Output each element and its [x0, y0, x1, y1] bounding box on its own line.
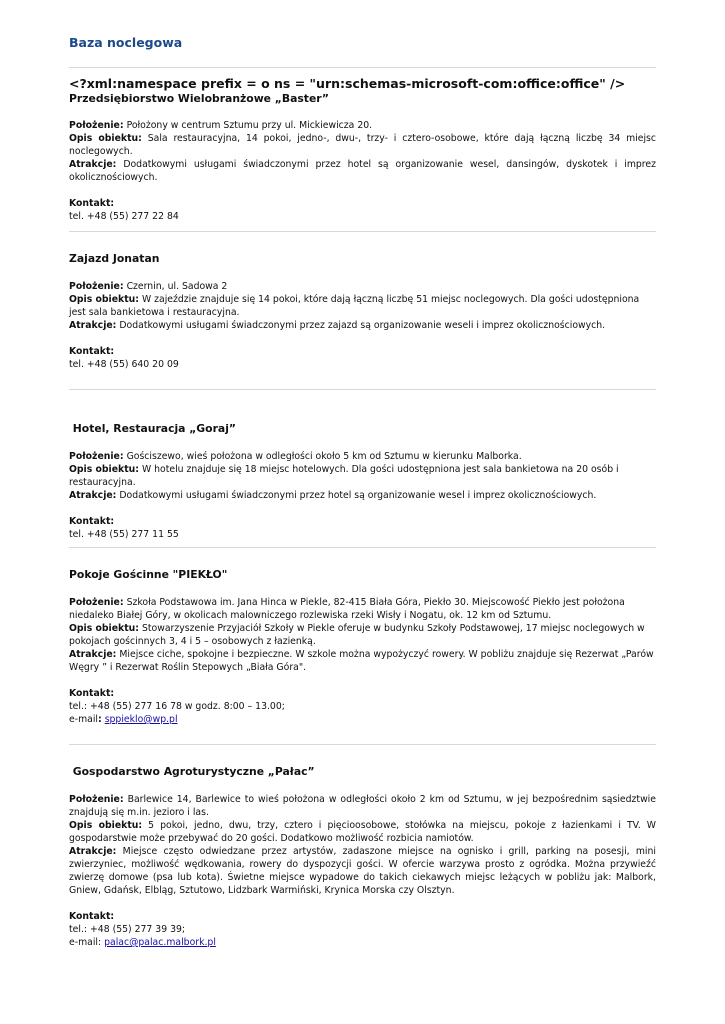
listing-title: Gospodarstwo Agroturystyczne „Pałac”: [69, 765, 315, 778]
listing-goraj: [69, 421, 656, 541]
divider: [69, 231, 656, 232]
phone-line: tel. +48 (55) 277 22 84: [69, 211, 179, 222]
attractions-line: Atrakcje: Miejsce często odwiedzane przez artystów, zadaszone miejsce na ognisko i grill, parking na posesji, mini zwierzyniec, możliwość wędkowania, rowery do dyspozycji gości. W ofercie warzywa prosto z ogródka. Można przywieźć zwierzę domowe (psa lub kota). Świetne miejsce wypadowe do takich ciekawych miejsc leżących w pobliżu jak: Malbork, Gniew, Gdańsk, Elbląg, Sztutowo, Lidzbark Warmiński, Krynica Morska czy Olsztyn.: [69, 846, 656, 896]
description-line: Opis obiektu: Sala restauracyjna, 14 pokoi, jedno-, dwu-, trzy- i cztero-osobowe, które dają łączną liczbę 34 miejsc noclegowych.: [69, 133, 657, 157]
listing-title: Zajazd Jonatan: [69, 252, 160, 265]
listing-title: Hotel, Restauracja „Goraj”: [69, 422, 236, 435]
attractions-line: Atrakcje: Dodatkowymi usługami świadczonymi przez hotel są organizowanie wesel i imprez okolicznościowych.: [69, 490, 597, 501]
phone-line: tel. +48 (55) 277 11 55: [69, 529, 179, 540]
location-line: Położenie: Położony w centrum Sztumu przy ul. Mickiewicza 20.: [69, 120, 373, 131]
description-line: Opis obiektu: W zajeździe znajduje się 14 pokoi, które dają łączną liczbę 51 miejsc noclegowych. Dla gości udostępniona jest sala bankietowa i restauracyjna.: [69, 294, 640, 318]
location-line: Położenie: Czernin, ul. Sadowa 2: [69, 281, 228, 292]
phone-line: tel.: +48 (55) 277 39 39;: [69, 924, 186, 935]
contact-heading: Kontakt:: [69, 911, 115, 922]
contact-heading: Kontakt:: [69, 688, 115, 699]
phone-line: tel. +48 (55) 640 20 09: [69, 359, 179, 370]
page-title: Baza noclegowa: [69, 35, 183, 50]
description-line: Opis obiektu: 5 pokoi, jedno, dwu, trzy, cztero i pięcioosobowe, stołówka na miejscu, pokoje z łazienkami i TV. W gospodarstwie może przebywać do 20 gości. Dodatkowo możliwość rozbicia namiotów.: [69, 820, 656, 844]
divider: [69, 547, 656, 548]
contact-heading: Kontakt:: [69, 516, 115, 527]
email-link[interactable]: palac@palac.malbork.pl: [104, 937, 216, 948]
email-line: e-mail: sppieklo@wp.pl: [69, 714, 178, 725]
xml-namespace-line: <?xml:namespace prefix = o ns = "urn:schemas-microsoft-com:office:office" />: [69, 76, 626, 91]
divider: [69, 744, 656, 745]
phone-line: tel.: +48 (55) 277 16 78 w godz. 8:00 – 13.00;: [69, 701, 285, 712]
listing-pieklo: [69, 567, 656, 726]
listing-palac: [69, 764, 656, 949]
divider: [69, 67, 656, 68]
location-line: Położenie: Szkoła Podstawowa im. Jana Hinca w Piekle, 82-415 Biała Góra, Piekło 30. Miejscowość Piekło jest położona niedaleko Białej Góry, w okolicach malowniczego rozlewiska rzeki Wisły i Nogatu, ok. 12 km od Sztumu.: [69, 597, 625, 621]
listing-jonatan: [69, 251, 656, 371]
listing-title: Przedsiębiorstwo Wielobranżowe „Baster”: [69, 92, 329, 105]
contact-heading: Kontakt:: [69, 198, 115, 209]
description-line: Opis obiektu: Stowarzyszenie Przyjaciół Szkoły w Piekle oferuje w budynku Szkoły Podstawowej, 17 miejsc noclegowych w pokojach gościnnych 3, 4 i 5 – osobowych z łazienką.: [69, 623, 645, 647]
divider: [69, 389, 656, 390]
location-line: Położenie: Gościszewo, wieś położona w odległości około 5 km od Sztumu w kierunku Malborka.: [69, 451, 522, 462]
attractions-line: Atrakcje: Dodatkowymi usługami świadczonymi przez hotel są organizowanie wesel, dansingów, dyskotek i imprez okolicznościowych.: [69, 159, 656, 183]
attractions-line: Atrakcje: Dodatkowymi usługami świadczonymi przez zajazd są organizowanie weseli i imprez okolicznościowych.: [69, 320, 606, 331]
contact-heading: Kontakt:: [69, 346, 115, 357]
email-line: e-mail: palac@palac.malbork.pl: [69, 937, 216, 948]
listing-baster: [69, 76, 656, 223]
attractions-line: Atrakcje: Miejsce ciche, spokojne i bezpieczne. W szkole można wypożyczyć rowery. W pobliżu znajduje się Rezerwat „Parów Węgry ” i Rezerwat Roślin Stepowych „Biała Góra".: [69, 649, 654, 673]
listing-title: Pokoje Gościnne "PIEKŁO": [69, 568, 228, 581]
email-link[interactable]: sppieklo@wp.pl: [104, 714, 178, 725]
description-line: Opis obiektu: W hotelu znajduje się 18 miejsc hotelowych. Dla gości udostępniona jest sala bankietowa na 20 osób i restauracyjna.: [69, 464, 619, 488]
location-line: Położenie: Barlewice 14, Barlewice to wieś położona w odległości około 2 km od Sztumu, w jej bezpośrednim sąsiedztwie znajdują się m.in. jezioro i las.: [69, 794, 656, 818]
